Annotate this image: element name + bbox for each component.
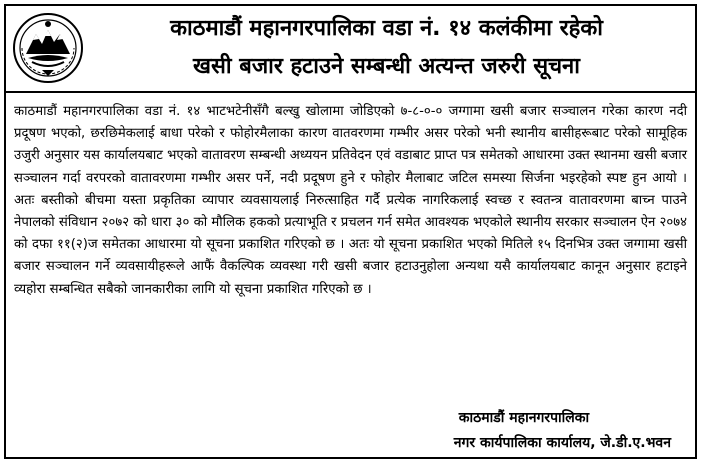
notice-header bbox=[6, 6, 695, 93]
notice-body: काठमाडौं महानगरपालिका वडा नं. १४ भाटभटेनीसँगै बल्खु खोलामा जोडिएको ७-८-०-० जग्गामा खसी बजार सञ्चालन गरेका कारण नदी प्रदूषण भएको, छरछिमेकलाई बाधा परेको र फोहोरमैलाका कारण वातवरणमा गम्भीर असर परेको भनी स्थानीय बासीहरूबाट परेको सामूहिक उजुरी अनुसार यस कार्यालयबाट भएको वातावरण सम्बन्धी अध्ययन प्रतिवेदन एवं वडाबाट प्राप्त पत्र समेतको आधारमा उक्त स्थानमा खसी बजार सञ्चालन गर्दा वरपरको वातावरणमा गम्भीर असर पर्ने, नदी प्रदूषण हुने र फोहोर मैलाबाट जटिल समस्या सिर्जना भइरहेको स्पष्ट हुन आयो । अतः बस्तीको बीचमा यस्ता प्रकृतिका व्यापार व्यवसायलाई निरुत्साहित गर्दै प्रत्येक नागरिकलाई स्वच्छ र स्वतन्त्र वातावरणमा बाच्न पाउने नेपालको संविधान २०७२ को धारा ३० को मौलिक हकको प्रत्याभूति र प्रचलन गर्न समेत आवश्यक भएकोले स्थानीय सरकार सञ्चालन ऐन २०७४ को दफा ११(२)ज समेतका आधारमा यो सूचना प्रकाशित गरिएको छ । अतः यो सूचना प्रकाशित भएको मितिले १५ दिनभित्र उक्त जग्गामा खसी बजार सञ्चालन गर्ने व्यवसायीहरूले आफैं वैकल्पिक व्यवस्था गरी खसी बजार हटाउनुहोला अन्यथा यसै कार्यालयबाट कानून अनुसार हटाइने व्यहोरा सम्बन्धित सबैको जानकारीका लागि यो सूचना प्रकाशित गरिएको छ । bbox=[14, 104, 687, 297]
signature-office: नगर कार्यपालिका कार्यालय, जे.डी.ए.भवन bbox=[453, 435, 671, 451]
signature-block bbox=[371, 406, 671, 456]
notice-title-line-2: खसी बजार हटाउने सम्बन्धी अत्यन्त जरुरी सूचना bbox=[193, 54, 580, 79]
notice-title-line-1: काठमाडौं महानगरपालिका वडा नं. १४ कलंकीमा रहेको bbox=[170, 16, 603, 41]
public-notice bbox=[4, 4, 697, 459]
signature-name: काठमाडौं महानगरपालिका bbox=[458, 410, 590, 426]
nepal-emblem-icon bbox=[12, 12, 84, 84]
